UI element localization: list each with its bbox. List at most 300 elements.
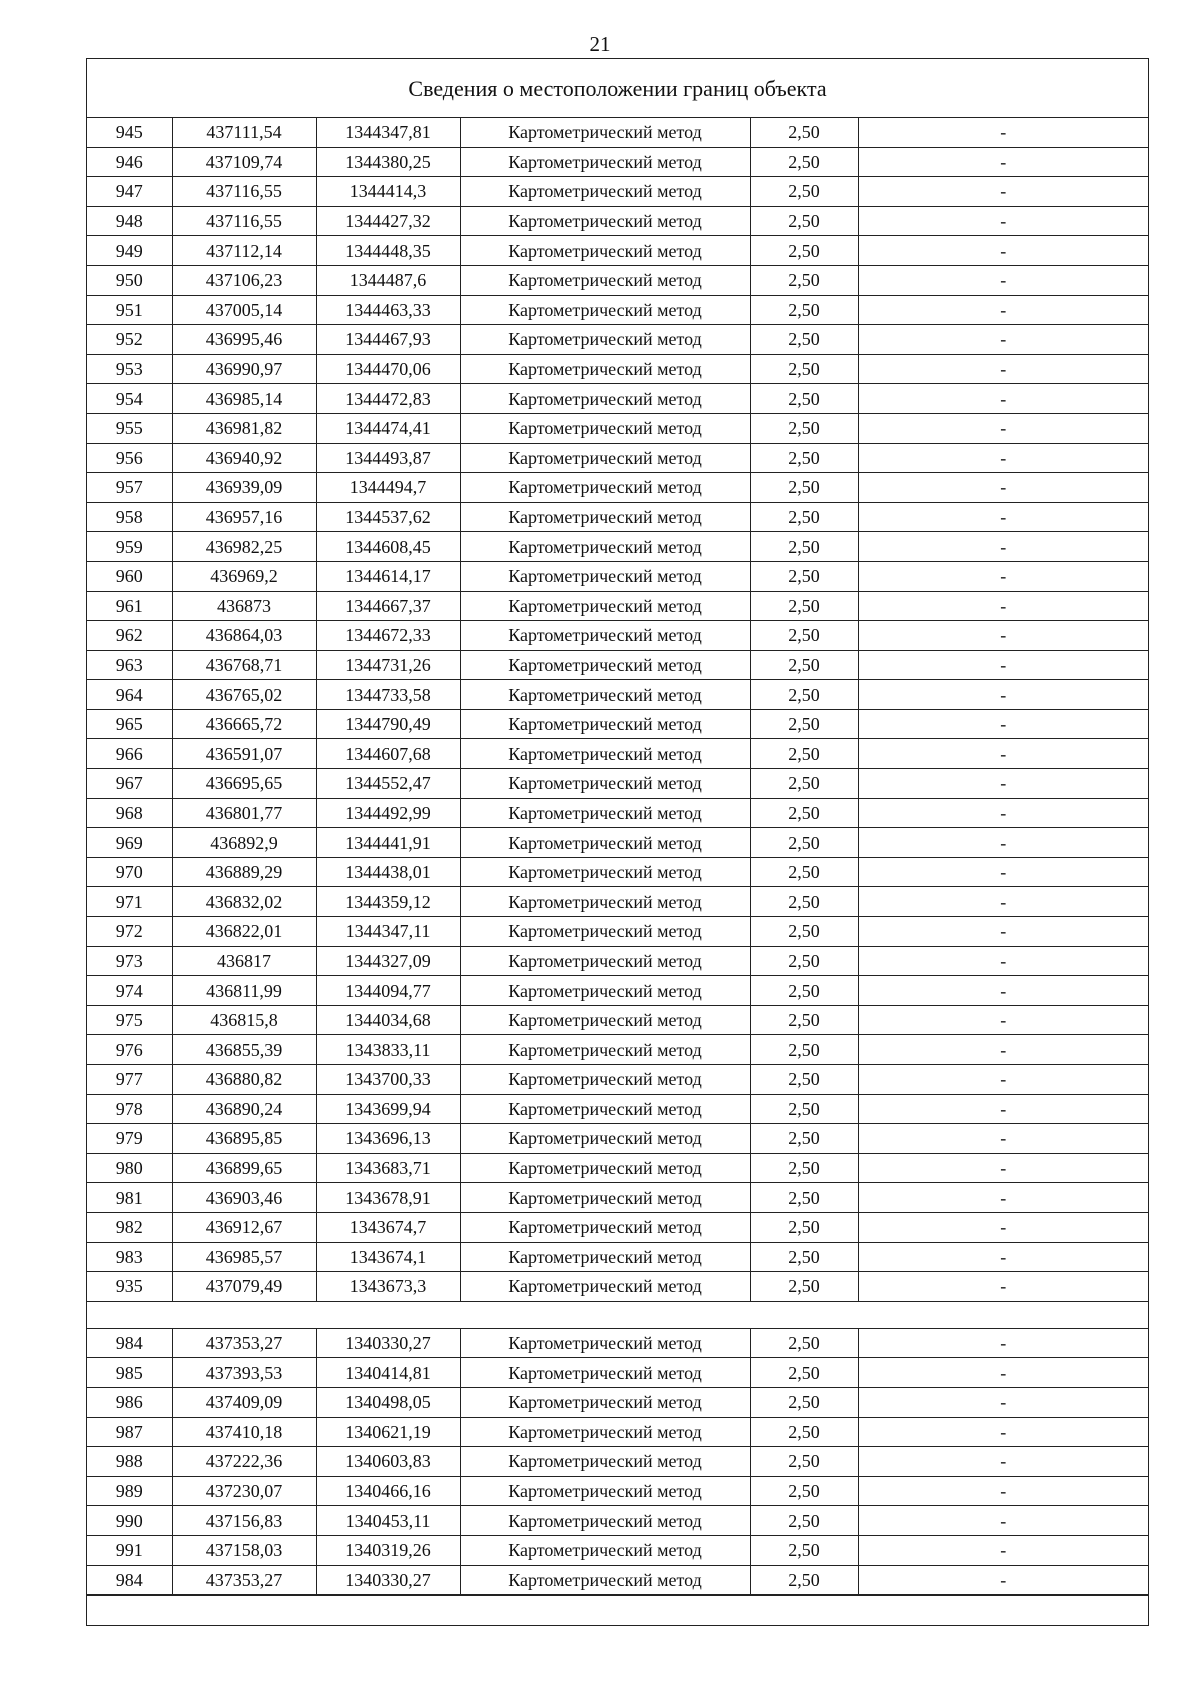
point-number-cell: 977 — [87, 1065, 172, 1095]
y-coordinate-cell: 1343674,1 — [316, 1242, 460, 1272]
accuracy-cell: 2,50 — [750, 1447, 858, 1477]
table-row — [87, 325, 1148, 355]
description-cell: - — [858, 650, 1148, 680]
accuracy-cell: 2,50 — [750, 1094, 858, 1124]
table-row — [87, 473, 1148, 503]
table-row — [87, 1565, 1148, 1595]
table-row — [87, 739, 1148, 769]
point-number-cell: 980 — [87, 1153, 172, 1183]
description-cell: - — [858, 1035, 1148, 1065]
x-coordinate-cell: 436768,71 — [172, 650, 316, 680]
point-number-cell: 962 — [87, 621, 172, 651]
description-cell: - — [858, 236, 1148, 266]
method-cell: Картометрический метод — [460, 1447, 750, 1477]
accuracy-cell: 2,50 — [750, 1272, 858, 1302]
description-cell: - — [858, 917, 1148, 947]
table-row — [87, 591, 1148, 621]
description-cell: - — [858, 502, 1148, 532]
method-cell: Картометрический метод — [460, 1417, 750, 1447]
description-cell: - — [858, 1242, 1148, 1272]
x-coordinate-cell: 436817 — [172, 946, 316, 976]
accuracy-cell: 2,50 — [750, 946, 858, 976]
x-coordinate-cell: 436899,65 — [172, 1153, 316, 1183]
x-coordinate-cell: 436822,01 — [172, 917, 316, 947]
method-cell: Картометрический метод — [460, 739, 750, 769]
y-coordinate-cell: 1344467,93 — [316, 325, 460, 355]
accuracy-cell: 2,50 — [750, 354, 858, 384]
description-cell: - — [858, 1535, 1148, 1565]
y-coordinate-cell: 1344733,58 — [316, 680, 460, 710]
y-coordinate-cell: 1340330,27 — [316, 1328, 460, 1358]
description-cell: - — [858, 1476, 1148, 1506]
description-cell: - — [858, 739, 1148, 769]
y-coordinate-cell: 1344380,25 — [316, 147, 460, 177]
accuracy-cell: 2,50 — [750, 621, 858, 651]
table-row — [87, 709, 1148, 739]
method-cell: Картометрический метод — [460, 473, 750, 503]
accuracy-cell: 2,50 — [750, 532, 858, 562]
accuracy-cell: 2,50 — [750, 502, 858, 532]
table-row — [87, 917, 1148, 947]
accuracy-cell: 2,50 — [750, 236, 858, 266]
x-coordinate-cell: 436801,77 — [172, 798, 316, 828]
y-coordinate-cell: 1340453,11 — [316, 1506, 460, 1536]
method-cell: Картометрический метод — [460, 1124, 750, 1154]
accuracy-cell: 2,50 — [750, 1476, 858, 1506]
point-number-cell: 982 — [87, 1212, 172, 1242]
x-coordinate-cell: 437353,27 — [172, 1328, 316, 1358]
method-cell: Картометрический метод — [460, 621, 750, 651]
method-cell: Картометрический метод — [460, 1153, 750, 1183]
description-cell: - — [858, 532, 1148, 562]
point-number-cell: 948 — [87, 206, 172, 236]
description-cell: - — [858, 769, 1148, 799]
table-row — [87, 206, 1148, 236]
y-coordinate-cell: 1344493,87 — [316, 443, 460, 473]
method-cell: Картометрический метод — [460, 591, 750, 621]
accuracy-cell: 2,50 — [750, 1417, 858, 1447]
table-row — [87, 1094, 1148, 1124]
x-coordinate-cell: 436695,65 — [172, 769, 316, 799]
table-row — [87, 1153, 1148, 1183]
y-coordinate-cell: 1343674,7 — [316, 1212, 460, 1242]
y-coordinate-cell: 1344537,62 — [316, 502, 460, 532]
x-coordinate-cell: 437111,54 — [172, 118, 316, 147]
y-coordinate-cell: 1343696,13 — [316, 1124, 460, 1154]
point-number-cell: 974 — [87, 976, 172, 1006]
y-coordinate-cell: 1344427,32 — [316, 206, 460, 236]
y-coordinate-cell: 1344034,68 — [316, 1005, 460, 1035]
y-coordinate-cell: 1343673,3 — [316, 1272, 460, 1302]
method-cell: Картометрический метод — [460, 236, 750, 266]
description-cell: - — [858, 709, 1148, 739]
table-row — [87, 1124, 1148, 1154]
table-row — [87, 621, 1148, 651]
point-number-cell: 983 — [87, 1242, 172, 1272]
table-row — [87, 1065, 1148, 1095]
description-cell: - — [858, 1417, 1148, 1447]
point-number-cell: 955 — [87, 413, 172, 443]
description-cell: - — [858, 1272, 1148, 1302]
point-number-cell: 957 — [87, 473, 172, 503]
x-coordinate-cell: 436940,92 — [172, 443, 316, 473]
accuracy-cell: 2,50 — [750, 857, 858, 887]
table-row — [87, 1447, 1148, 1477]
accuracy-cell: 2,50 — [750, 561, 858, 591]
x-coordinate-cell: 436903,46 — [172, 1183, 316, 1213]
x-coordinate-cell: 436969,2 — [172, 561, 316, 591]
x-coordinate-cell: 436985,14 — [172, 384, 316, 414]
description-cell: - — [858, 1005, 1148, 1035]
point-number-cell: 947 — [87, 177, 172, 207]
accuracy-cell: 2,50 — [750, 295, 858, 325]
accuracy-cell: 2,50 — [750, 1153, 858, 1183]
table-row — [87, 1328, 1148, 1358]
accuracy-cell: 2,50 — [750, 976, 858, 1006]
method-cell: Картометрический метод — [460, 1183, 750, 1213]
description-cell: - — [858, 561, 1148, 591]
x-coordinate-cell: 436939,09 — [172, 473, 316, 503]
table-row — [87, 532, 1148, 562]
method-cell: Картометрический метод — [460, 1005, 750, 1035]
point-number-cell: 973 — [87, 946, 172, 976]
table-row — [87, 828, 1148, 858]
description-cell: - — [858, 887, 1148, 917]
table-row — [87, 1506, 1148, 1536]
table-row — [87, 147, 1148, 177]
method-cell: Картометрический метод — [460, 1506, 750, 1536]
y-coordinate-cell: 1344614,17 — [316, 561, 460, 591]
point-number-cell: 935 — [87, 1272, 172, 1302]
point-number-cell: 954 — [87, 384, 172, 414]
y-coordinate-cell: 1344790,49 — [316, 709, 460, 739]
point-number-cell: 979 — [87, 1124, 172, 1154]
x-coordinate-cell: 437230,07 — [172, 1476, 316, 1506]
accuracy-cell: 2,50 — [750, 1242, 858, 1272]
description-cell: - — [858, 1565, 1148, 1595]
x-coordinate-cell: 437158,03 — [172, 1535, 316, 1565]
point-number-cell: 987 — [87, 1417, 172, 1447]
x-coordinate-cell: 436892,9 — [172, 828, 316, 858]
accuracy-cell: 2,50 — [750, 1387, 858, 1417]
x-coordinate-cell: 436981,82 — [172, 413, 316, 443]
method-cell: Картометрический метод — [460, 177, 750, 207]
description-cell: - — [858, 1447, 1148, 1477]
table-row — [87, 857, 1148, 887]
description-cell: - — [858, 384, 1148, 414]
x-coordinate-cell: 436995,46 — [172, 325, 316, 355]
page-number: 21 — [589, 32, 611, 56]
description-cell: - — [858, 1506, 1148, 1536]
table-row — [87, 502, 1148, 532]
accuracy-cell: 2,50 — [750, 177, 858, 207]
method-cell: Картометрический метод — [460, 325, 750, 355]
method-cell: Картометрический метод — [460, 828, 750, 858]
table-body — [87, 118, 1148, 1595]
method-cell: Картометрический метод — [460, 295, 750, 325]
point-number-cell: 991 — [87, 1535, 172, 1565]
table-row — [87, 1035, 1148, 1065]
description-cell: - — [858, 1328, 1148, 1358]
description-cell: - — [858, 976, 1148, 1006]
method-cell: Картометрический метод — [460, 769, 750, 799]
x-coordinate-cell: 436765,02 — [172, 680, 316, 710]
accuracy-cell: 2,50 — [750, 680, 858, 710]
method-cell: Картометрический метод — [460, 118, 750, 147]
y-coordinate-cell: 1343683,71 — [316, 1153, 460, 1183]
table-row — [87, 1183, 1148, 1213]
x-coordinate-cell: 437222,36 — [172, 1447, 316, 1477]
table-row — [87, 1272, 1148, 1302]
table-row — [87, 1387, 1148, 1417]
x-coordinate-cell: 437116,55 — [172, 206, 316, 236]
accuracy-cell: 2,50 — [750, 828, 858, 858]
y-coordinate-cell: 1344347,81 — [316, 118, 460, 147]
x-coordinate-cell: 436985,57 — [172, 1242, 316, 1272]
accuracy-cell: 2,50 — [750, 473, 858, 503]
point-number-cell: 970 — [87, 857, 172, 887]
description-cell: - — [858, 473, 1148, 503]
y-coordinate-cell: 1343678,91 — [316, 1183, 460, 1213]
description-cell: - — [858, 265, 1148, 295]
point-number-cell: 959 — [87, 532, 172, 562]
description-cell: - — [858, 147, 1148, 177]
accuracy-cell: 2,50 — [750, 265, 858, 295]
method-cell: Картометрический метод — [460, 147, 750, 177]
point-number-cell: 988 — [87, 1447, 172, 1477]
method-cell: Картометрический метод — [460, 1065, 750, 1095]
method-cell: Картометрический метод — [460, 917, 750, 947]
description-cell: - — [858, 1387, 1148, 1417]
accuracy-cell: 2,50 — [750, 1065, 858, 1095]
x-coordinate-cell: 437109,74 — [172, 147, 316, 177]
table-row — [87, 680, 1148, 710]
accuracy-cell: 2,50 — [750, 1124, 858, 1154]
description-cell: - — [858, 1183, 1148, 1213]
method-cell: Картометрический метод — [460, 443, 750, 473]
point-number-cell: 984 — [87, 1328, 172, 1358]
x-coordinate-cell: 436889,29 — [172, 857, 316, 887]
method-cell: Картометрический метод — [460, 1387, 750, 1417]
x-coordinate-cell: 437005,14 — [172, 295, 316, 325]
description-cell: - — [858, 295, 1148, 325]
table-row — [87, 769, 1148, 799]
y-coordinate-cell: 1343700,33 — [316, 1065, 460, 1095]
description-cell: - — [858, 354, 1148, 384]
x-coordinate-cell: 437079,49 — [172, 1272, 316, 1302]
point-number-cell: 960 — [87, 561, 172, 591]
point-number-cell: 958 — [87, 502, 172, 532]
method-cell: Картометрический метод — [460, 1535, 750, 1565]
x-coordinate-cell: 436873 — [172, 591, 316, 621]
table-row — [87, 887, 1148, 917]
table-row — [87, 354, 1148, 384]
point-number-cell: 990 — [87, 1506, 172, 1536]
description-cell: - — [858, 1065, 1148, 1095]
table-title: Сведения о местоположении границ объекта — [87, 59, 1148, 118]
x-coordinate-cell: 436591,07 — [172, 739, 316, 769]
point-number-cell: 963 — [87, 650, 172, 680]
table-row — [87, 265, 1148, 295]
table-row — [87, 561, 1148, 591]
separator-cell — [87, 1301, 1148, 1328]
point-number-cell: 945 — [87, 118, 172, 147]
description-cell: - — [858, 1124, 1148, 1154]
x-coordinate-cell: 436982,25 — [172, 532, 316, 562]
table-row — [87, 650, 1148, 680]
method-cell: Картометрический метод — [460, 650, 750, 680]
method-cell: Картометрический метод — [460, 1565, 750, 1595]
description-cell: - — [858, 946, 1148, 976]
point-number-cell: 968 — [87, 798, 172, 828]
table-row — [87, 384, 1148, 414]
y-coordinate-cell: 1340621,19 — [316, 1417, 460, 1447]
table-row — [87, 413, 1148, 443]
description-cell: - — [858, 798, 1148, 828]
method-cell: Картометрический метод — [460, 946, 750, 976]
method-cell: Картометрический метод — [460, 1272, 750, 1302]
table-row — [87, 1242, 1148, 1272]
y-coordinate-cell: 1340466,16 — [316, 1476, 460, 1506]
point-number-cell: 953 — [87, 354, 172, 384]
point-number-cell: 950 — [87, 265, 172, 295]
method-cell: Картометрический метод — [460, 887, 750, 917]
point-number-cell: 969 — [87, 828, 172, 858]
method-cell: Картометрический метод — [460, 1242, 750, 1272]
table-tail-row — [87, 1595, 1148, 1620]
x-coordinate-cell: 437393,53 — [172, 1358, 316, 1388]
boundary-points-table — [87, 118, 1148, 1595]
description-cell: - — [858, 1358, 1148, 1388]
x-coordinate-cell: 436895,85 — [172, 1124, 316, 1154]
method-cell: Картометрический метод — [460, 561, 750, 591]
accuracy-cell: 2,50 — [750, 887, 858, 917]
method-cell: Картометрический метод — [460, 798, 750, 828]
y-coordinate-cell: 1343699,94 — [316, 1094, 460, 1124]
y-coordinate-cell: 1344347,11 — [316, 917, 460, 947]
accuracy-cell: 2,50 — [750, 1212, 858, 1242]
table-row — [87, 177, 1148, 207]
y-coordinate-cell: 1343833,11 — [316, 1035, 460, 1065]
description-cell: - — [858, 413, 1148, 443]
x-coordinate-cell: 436990,97 — [172, 354, 316, 384]
table-row — [87, 1212, 1148, 1242]
accuracy-cell: 2,50 — [750, 769, 858, 799]
x-coordinate-cell: 436832,02 — [172, 887, 316, 917]
x-coordinate-cell: 436665,72 — [172, 709, 316, 739]
y-coordinate-cell: 1344667,37 — [316, 591, 460, 621]
description-cell: - — [858, 1094, 1148, 1124]
y-coordinate-cell: 1344608,45 — [316, 532, 460, 562]
point-number-cell: 951 — [87, 295, 172, 325]
method-cell: Картометрический метод — [460, 413, 750, 443]
y-coordinate-cell: 1344327,09 — [316, 946, 460, 976]
description-cell: - — [858, 857, 1148, 887]
x-coordinate-cell: 436912,67 — [172, 1212, 316, 1242]
description-cell: - — [858, 1212, 1148, 1242]
x-coordinate-cell: 437156,83 — [172, 1506, 316, 1536]
y-coordinate-cell: 1344463,33 — [316, 295, 460, 325]
point-number-cell: 972 — [87, 917, 172, 947]
y-coordinate-cell: 1340414,81 — [316, 1358, 460, 1388]
point-number-cell: 964 — [87, 680, 172, 710]
table-row — [87, 1417, 1148, 1447]
accuracy-cell: 2,50 — [750, 1535, 858, 1565]
method-cell: Картометрический метод — [460, 1476, 750, 1506]
point-number-cell: 961 — [87, 591, 172, 621]
method-cell: Картометрический метод — [460, 265, 750, 295]
description-cell: - — [858, 118, 1148, 147]
accuracy-cell: 2,50 — [750, 1183, 858, 1213]
accuracy-cell: 2,50 — [750, 325, 858, 355]
accuracy-cell: 2,50 — [750, 1506, 858, 1536]
y-coordinate-cell: 1344731,26 — [316, 650, 460, 680]
y-coordinate-cell: 1344472,83 — [316, 384, 460, 414]
point-number-cell: 985 — [87, 1358, 172, 1388]
description-cell: - — [858, 325, 1148, 355]
x-coordinate-cell: 437409,09 — [172, 1387, 316, 1417]
y-coordinate-cell: 1344494,7 — [316, 473, 460, 503]
method-cell: Картометрический метод — [460, 1358, 750, 1388]
point-number-cell: 981 — [87, 1183, 172, 1213]
table-row — [87, 976, 1148, 1006]
y-coordinate-cell: 1344414,3 — [316, 177, 460, 207]
point-number-cell: 967 — [87, 769, 172, 799]
y-coordinate-cell: 1344470,06 — [316, 354, 460, 384]
point-number-cell: 986 — [87, 1387, 172, 1417]
accuracy-cell: 2,50 — [750, 709, 858, 739]
point-number-cell: 965 — [87, 709, 172, 739]
point-number-cell: 975 — [87, 1005, 172, 1035]
y-coordinate-cell: 1344552,47 — [316, 769, 460, 799]
description-cell: - — [858, 591, 1148, 621]
accuracy-cell: 2,50 — [750, 443, 858, 473]
description-cell: - — [858, 621, 1148, 651]
x-coordinate-cell: 436811,99 — [172, 976, 316, 1006]
y-coordinate-cell: 1340330,27 — [316, 1565, 460, 1595]
point-number-cell: 984 — [87, 1565, 172, 1595]
x-coordinate-cell: 437116,55 — [172, 177, 316, 207]
y-coordinate-cell: 1340319,26 — [316, 1535, 460, 1565]
accuracy-cell: 2,50 — [750, 118, 858, 147]
section-separator-row — [87, 1301, 1148, 1328]
accuracy-cell: 2,50 — [750, 1565, 858, 1595]
accuracy-cell: 2,50 — [750, 413, 858, 443]
table-row — [87, 1358, 1148, 1388]
x-coordinate-cell: 436815,8 — [172, 1005, 316, 1035]
point-number-cell: 976 — [87, 1035, 172, 1065]
table-row — [87, 295, 1148, 325]
description-cell: - — [858, 1153, 1148, 1183]
method-cell: Картометрический метод — [460, 354, 750, 384]
point-number-cell: 956 — [87, 443, 172, 473]
y-coordinate-cell: 1344672,33 — [316, 621, 460, 651]
y-coordinate-cell: 1344359,12 — [316, 887, 460, 917]
accuracy-cell: 2,50 — [750, 650, 858, 680]
y-coordinate-cell: 1344474,41 — [316, 413, 460, 443]
table-row — [87, 1476, 1148, 1506]
method-cell: Картометрический метод — [460, 532, 750, 562]
table-row — [87, 798, 1148, 828]
accuracy-cell: 2,50 — [750, 147, 858, 177]
accuracy-cell: 2,50 — [750, 1328, 858, 1358]
x-coordinate-cell: 436957,16 — [172, 502, 316, 532]
method-cell: Картометрический метод — [460, 1212, 750, 1242]
table-row — [87, 236, 1148, 266]
y-coordinate-cell: 1344448,35 — [316, 236, 460, 266]
y-coordinate-cell: 1340603,83 — [316, 1447, 460, 1477]
accuracy-cell: 2,50 — [750, 1005, 858, 1035]
